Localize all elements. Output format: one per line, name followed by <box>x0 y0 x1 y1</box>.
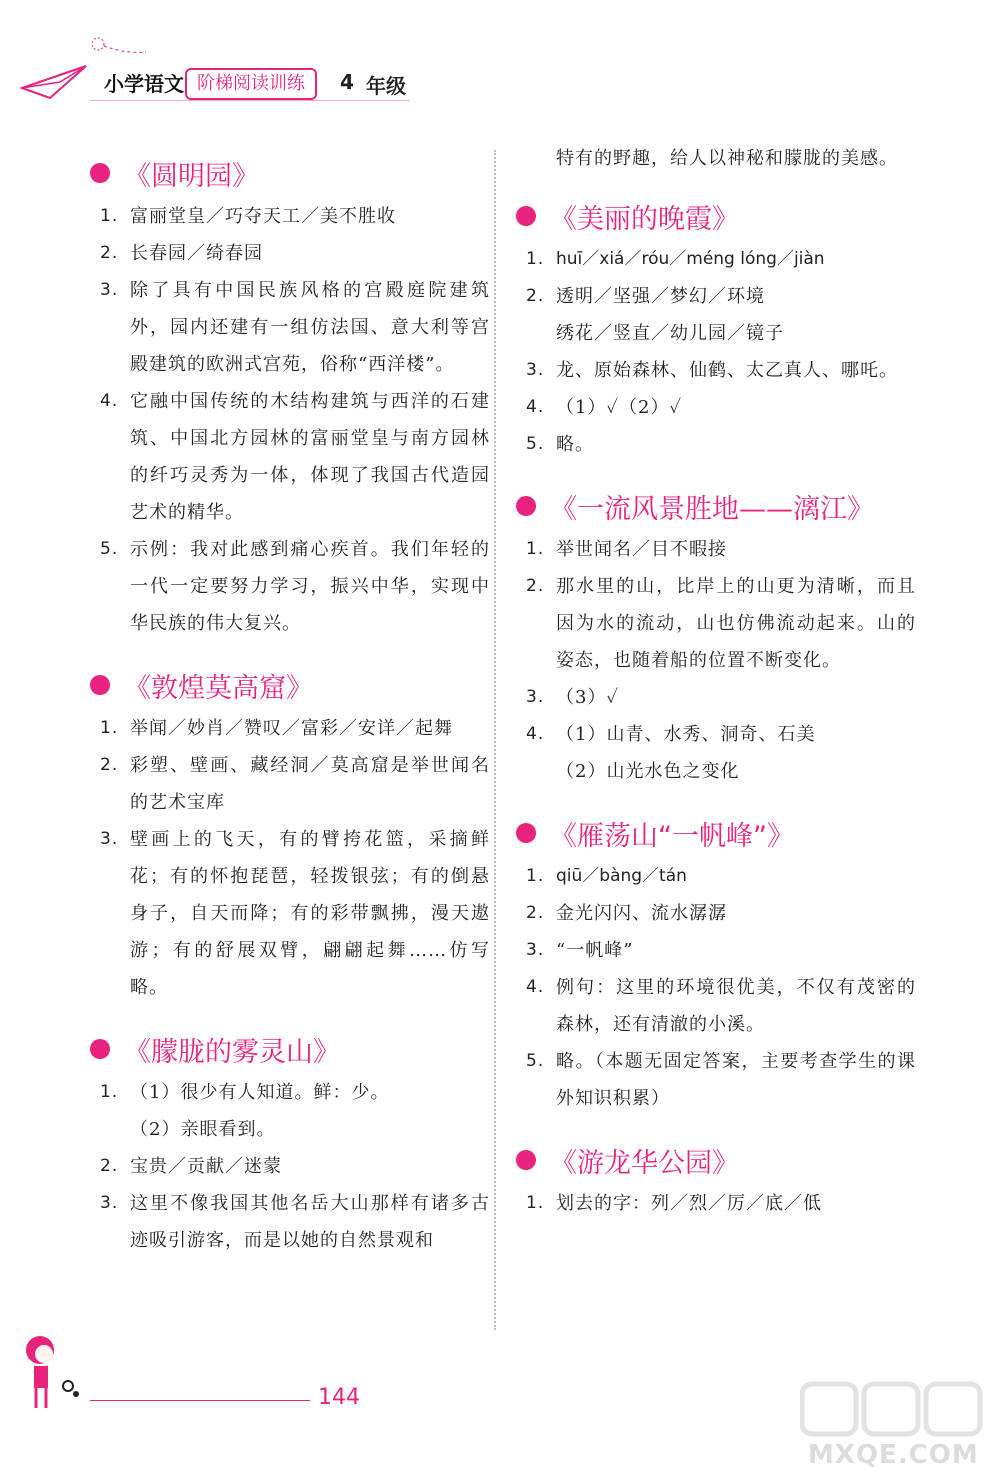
section-lijiang <box>516 481 916 790</box>
page-number: 144 <box>318 1385 360 1410</box>
page-header <box>0 0 1000 130</box>
answer-item: 1. 举世闻名／目不暇接 <box>526 539 727 560</box>
answer-item: 1. 划去的字：列／烈／厉／底／低 <box>526 1193 822 1214</box>
series-title: 小学语文 <box>104 72 184 96</box>
answer-item: 3. 除了具有中国民族风格的宫殿庭院建筑外，园内还建有一组仿法国、意大利等宫殿建筑的欧洲式宫苑，俗称“西洋楼”。 <box>100 280 490 375</box>
bullet-icon <box>90 163 110 183</box>
continued-text: 特有的野趣，给人以神秘和朦胧的美感。 <box>556 148 898 169</box>
bullet-icon <box>516 496 536 516</box>
answer-item: 3. （3）✓ <box>526 687 620 708</box>
section-title: 《一流风景胜地——漓江》 <box>516 481 916 531</box>
section-dunhuang <box>90 660 490 1006</box>
grade-label: 年级 <box>366 74 406 98</box>
book-title: 阶梯阅读训练 <box>185 68 317 100</box>
bullet-icon <box>516 823 536 843</box>
answer-item: 1. 举闻／妙肖／赞叹／富彩／安详／起舞 <box>100 718 453 739</box>
grade-number: 4 <box>340 70 354 94</box>
answer-item: 1. 富丽堂皇／巧夺天工／美不胜收 <box>100 206 396 227</box>
answer-item: 2. 宝贵／贡献／迷蒙 <box>100 1156 282 1177</box>
section-yuanmingyuan <box>90 148 490 642</box>
answer-item: 1. （1）很少有人知道。鲜：少。 <box>100 1082 390 1103</box>
answer-item: 2. 那水里的山，比岸上的山更为清晰，而且因为水的流动，山也仿佛流动起来。山的姿态，也随着船的位置不断变化。 <box>526 576 916 671</box>
section-wulingshan <box>90 1024 490 1259</box>
footer-rule <box>90 1400 310 1401</box>
header-rule <box>90 100 410 101</box>
answer-item: 1. huī／xiá／róu／méng lóng／jiàn <box>526 249 825 269</box>
answer-item: 3. 壁画上的飞天，有的臂挎花篮，采摘鲜花；有的怀抱琵琶，轻拨银弦；有的倒悬身子，自天而降；有的彩带飘拂，漫天遨游；有的舒展双臂，翩翩起舞……仿写略。 <box>100 829 490 998</box>
watermark-logo-icon <box>800 1380 990 1440</box>
answer-subitem: （2）亲眼看到。 <box>130 1119 276 1140</box>
answer-item: 4. 例句：这里的环境很优美，不仅有茂密的森林，还有清澈的小溪。 <box>526 977 916 1035</box>
answer-item: 2. 长春园／绮春园 <box>100 243 263 264</box>
answer-item: 3. 龙、原始森林、仙鹤、太乙真人、哪吒。 <box>526 360 898 381</box>
bullet-icon <box>90 675 110 695</box>
answer-item: 5. 略。（本题无固定答案，主要考查学生的课外知识积累） <box>526 1051 916 1109</box>
answer-item: 3. 这里不像我国其他名岳大山那样有诸多古迹吸引游客，而是以她的自然景观和 <box>100 1193 490 1251</box>
answer-item: 2. 透明／坚强／梦幻／环境 <box>526 286 765 307</box>
section-title: 《圆明园》 <box>90 148 490 198</box>
section-longhua <box>516 1135 916 1222</box>
answer-item: 1. qiū／bàng／tán <box>526 866 687 886</box>
answer-item: 4. （1）✓（2）✓ <box>526 397 683 418</box>
answer-item: 2. 金光闪闪、流水潺潺 <box>526 903 727 924</box>
section-wanxia <box>516 191 916 463</box>
answer-item: 4. 它融中国传统的木结构建筑与西洋的石建筑、中国北方园林的富丽堂皇与南方园林的纤巧灵秀为一体，体现了我国古代造园艺术的精华。 <box>100 391 490 523</box>
section-title: 《美丽的晚霞》 <box>516 191 916 241</box>
section-title: 《游龙华公园》 <box>516 1135 916 1185</box>
section-title: 《雁荡山“一帆峰”》 <box>516 808 916 858</box>
section-title: 《敦煌莫高窟》 <box>90 660 490 710</box>
answer-item: 5. 示例：我对此感到痛心疾首。我们年轻的一代一定要努力学习，振兴中华，实现中华民族的伟大复兴。 <box>100 539 490 634</box>
bullet-icon <box>90 1039 110 1059</box>
answer-subitem: 绣花／竖直／幼儿园／镜子 <box>556 323 784 344</box>
answer-item: 5. 略。 <box>526 434 594 455</box>
bullet-icon <box>516 1150 536 1170</box>
watermark-text: MXQE.COM <box>808 1440 979 1470</box>
column-divider <box>494 150 496 1330</box>
bullet-icon <box>516 206 536 226</box>
section-yandangshan <box>516 808 916 1117</box>
right-column <box>516 140 916 1240</box>
answer-item: 2. 彩塑、壁画、藏经洞／莫高窟是举世闻名的艺术宝库 <box>100 755 490 813</box>
girl-illustration-icon <box>8 1328 88 1418</box>
answer-item: 4. （1）山青、水秀、洞奇、石美 <box>526 724 816 745</box>
paper-plane-icon <box>20 58 90 103</box>
answer-item: 3. “一帆峰” <box>526 940 634 961</box>
answer-subitem: （2）山光水色之变化 <box>556 761 740 782</box>
section-title: 《朦胧的雾灵山》 <box>90 1024 490 1074</box>
left-column <box>90 140 490 1277</box>
